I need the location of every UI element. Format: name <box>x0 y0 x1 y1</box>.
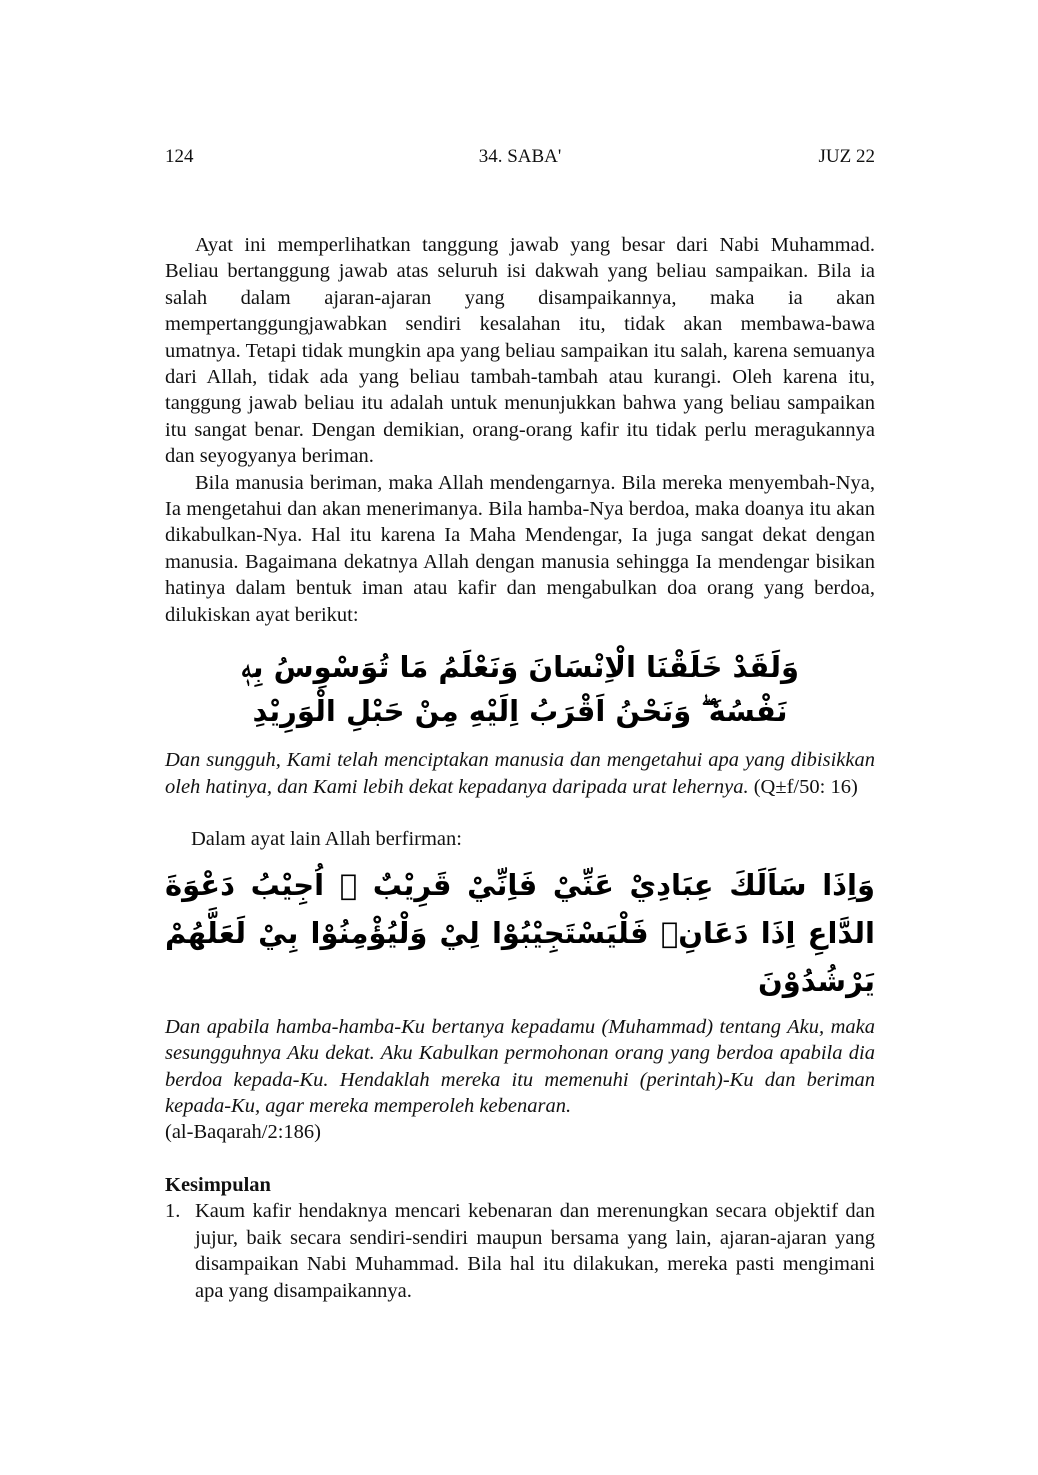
paragraph-2: Bila manusia beriman, maka Allah mendengarnya. Bila mereka menyembah-Nya, Ia mengetahui dan akan menerimanya. Bila hamba-Nya berdoa, maka doanya itu akan dikabulkan-Nya. Hal itu karena Ia Maha Mendengar, Ia juga sangat dekat dengan manusia. Bagaimana dekatnya Allah dengan manusia sehingga Ia mendengar bisikan hatinya dalam bentuk iman atau kafir dan mengabulkan doa orang yang berdoa, dilukiskan ayat berikut: <box>165 471 875 626</box>
arabic-verse-qaf-16: وَلَقَدْ خَلَقْنَا الْاِنْسَانَ وَنَعْلَمُ مَا تُوَسْوِسُ بِهٖ نَفْسُهٗ ۖ وَنَحْنُ اَقْرَبُ اِلَيْهِ مِنْ حَبْلِ الْوَرِيْدِ <box>240 650 800 728</box>
list-item <box>165 1198 875 1304</box>
verse-2-reference: (al-Baqarah/2:186) <box>165 1121 321 1144</box>
book-page <box>165 0 875 1475</box>
running-header <box>165 146 875 172</box>
paragraph-1: Ayat ini memperlihatkan tanggung jawab yang besar dari Nabi Muhammad. Beliau bertanggung jawab atas seluruh isi dakwah yang beliau sampaikan. Bila ia salah dalam ajaran-ajaran yang disampaikannya, maka ia akan mempertanggungjawabkan sendiri kesalahan itu, tidak akan membawa-bawa umatnya. Tetapi tidak mungkin apa yang beliau sampaikan itu salah, karena semuanya dari Allah, tidak ada yang beliau tambah-tambah atau kurangi. Oleh karena itu, tanggung jawab beliau itu adalah untuk menunjukkan bahwa yang beliau sampaikan itu sangat benar. Dengan demikian, orang-orang kafir itu tidak perlu meragukannya dan seyogyanya beriman. <box>165 234 875 468</box>
verse-2-translation-text: Dan apabila hamba-hamba-Ku bertanya kepadamu (Muhammad) tentang Aku, maka sesungguhnya Aku dekat. Aku Kabulkan permohonan orang yang berdoa apabila dia berdoa kepada-Ku. Hendaklah mereka itu memenuhi (perintah)-Ku dan beriman kepada-Ku, agar mereka memperoleh kebenaran. <box>165 1015 875 1118</box>
verse-1-translation <box>165 747 875 800</box>
verse-1-reference: (Q±f/50: 16) <box>753 775 858 798</box>
chapter-title: 34. SABA' <box>478 146 562 167</box>
conclusion-heading: Kesimpulan <box>165 1173 271 1196</box>
list-item-number: 1. <box>165 1200 181 1223</box>
verse-1-translation-text: Dan sungguh, Kami telah menciptakan manusia dan mengetahui apa yang dibisikkan oleh hatinya, dan Kami lebih dekat kepadanya daripada urat lehernya. <box>165 749 875 798</box>
juz-label: JUZ 22 <box>818 146 875 167</box>
page-body <box>165 232 875 1304</box>
lead-in-text: Dalam ayat lain Allah berfirman: <box>191 827 462 850</box>
arabic-verse-baqarah-186: وَاِذَا سَاَلَكَ عِبَادِيْ عَنِّيْ فَاِنِّيْ قَرِيْبٌ ۗ اُجِيْبُ دَعْوَةَ الدَّاعِ اِذَا دَعَانِۙ فَلْيَسْتَجِيْبُوْا لِيْ وَلْيُؤْمِنُوْا بِيْ لَعَلَّهُمْ يَرْشُدُوْنَ <box>165 868 875 998</box>
verse-2-translation <box>165 1014 875 1120</box>
list-item-text: Kaum kafir hendaknya mencari kebenaran dan merenungkan secara objektif dan jujur, baik secara sendiri-sendiri maupun bersama yang lain, ajaran-ajaran yang disampaikan Nabi Muhammad. Bila hal itu dilakukan, mereka pasti mengimani apa yang disampaikannya. <box>195 1200 875 1302</box>
page-number: 124 <box>165 146 194 167</box>
conclusion-list <box>165 1198 875 1304</box>
